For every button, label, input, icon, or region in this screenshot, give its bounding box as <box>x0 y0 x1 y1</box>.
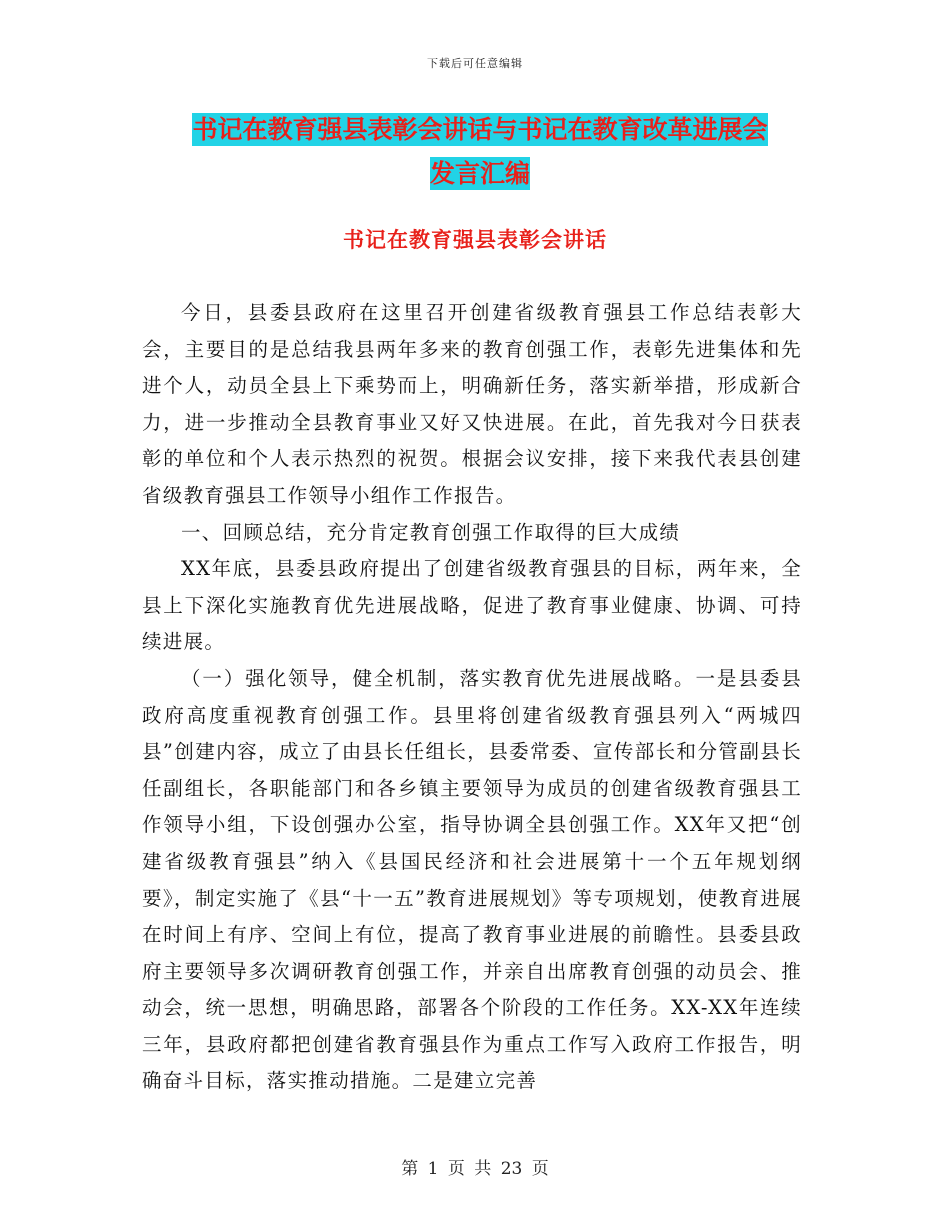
body-paragraph: 一、回顾总结，充分肯定教育创强工作取得的巨大成绩 <box>181 520 681 544</box>
page-header-note: 下载后可任意编辑 <box>427 57 523 70</box>
body-paragraph: XX年底，县委县政府提出了创建省级教育强县的目标，两年来，全县上下深化实施教育优先进展战略，促进了教育事业健康、协调、可持续进展。 <box>142 557 802 654</box>
section-title: 书记在教育强县表彰会讲话 <box>343 228 607 252</box>
document-title-line-2: 发言汇编 <box>429 159 530 188</box>
body-paragraph: 今日，县委县政府在这里召开创建省级教育强县工作总结表彰大会，主要目的是总结我县两年多来的教育创强工作，表彰先进集体和先进个人，动员全县上下乘势而上，明确新任务，落实新举措，形成新合力，进一步推动全县教育事业又好又快进展。在此，首先我对今日获表彰的单位和个人表示热烈的祝贺。根据会议安排，接下来我代表县创建省级教育强县工作领导小组作工作报告。 <box>142 301 802 507</box>
document-body <box>142 295 802 1100</box>
body-paragraph: （一）强化领导，健全机制，落实教育优先进展战略。一是县委县政府高度重视教育创强工作。县里将创建省级教育强县列入“两城四县”创建内容，成立了由县长任组长，县委常委、宣传部长和分管副县长任副组长，各职能部门和各乡镇主要领导为成员的创建省级教育强县工作领导小组，下设创强办公室，指导协调全县创强工作。XX年又把“创建省级教育强县”纳入《县国民经济和社会进展第十一个五年规划纲要》，制定实施了《县“十一五”教育进展规划》等专项规划，使教育进展在时间上有序、空间上有位，提高了教育事业进展的前瞻性。县委县政府主要领导多次调研教育创强工作，并亲自出席教育创强的动员会、推动会，统一思想，明确思路，部署各个阶段的工作任务。XX-XX年连续三年，县政府都把创建省教育强县作为重点工作写入政府工作报告，明确奋斗目标，落实推动措施。二是建立完善 <box>142 666 802 1093</box>
page-number-footer: 第 1 页 共 23 页 <box>401 1159 549 1179</box>
document-title <box>150 108 810 196</box>
document-title-line-1: 书记在教育强县表彰会讲话与书记在教育改革进展会 <box>192 115 768 144</box>
